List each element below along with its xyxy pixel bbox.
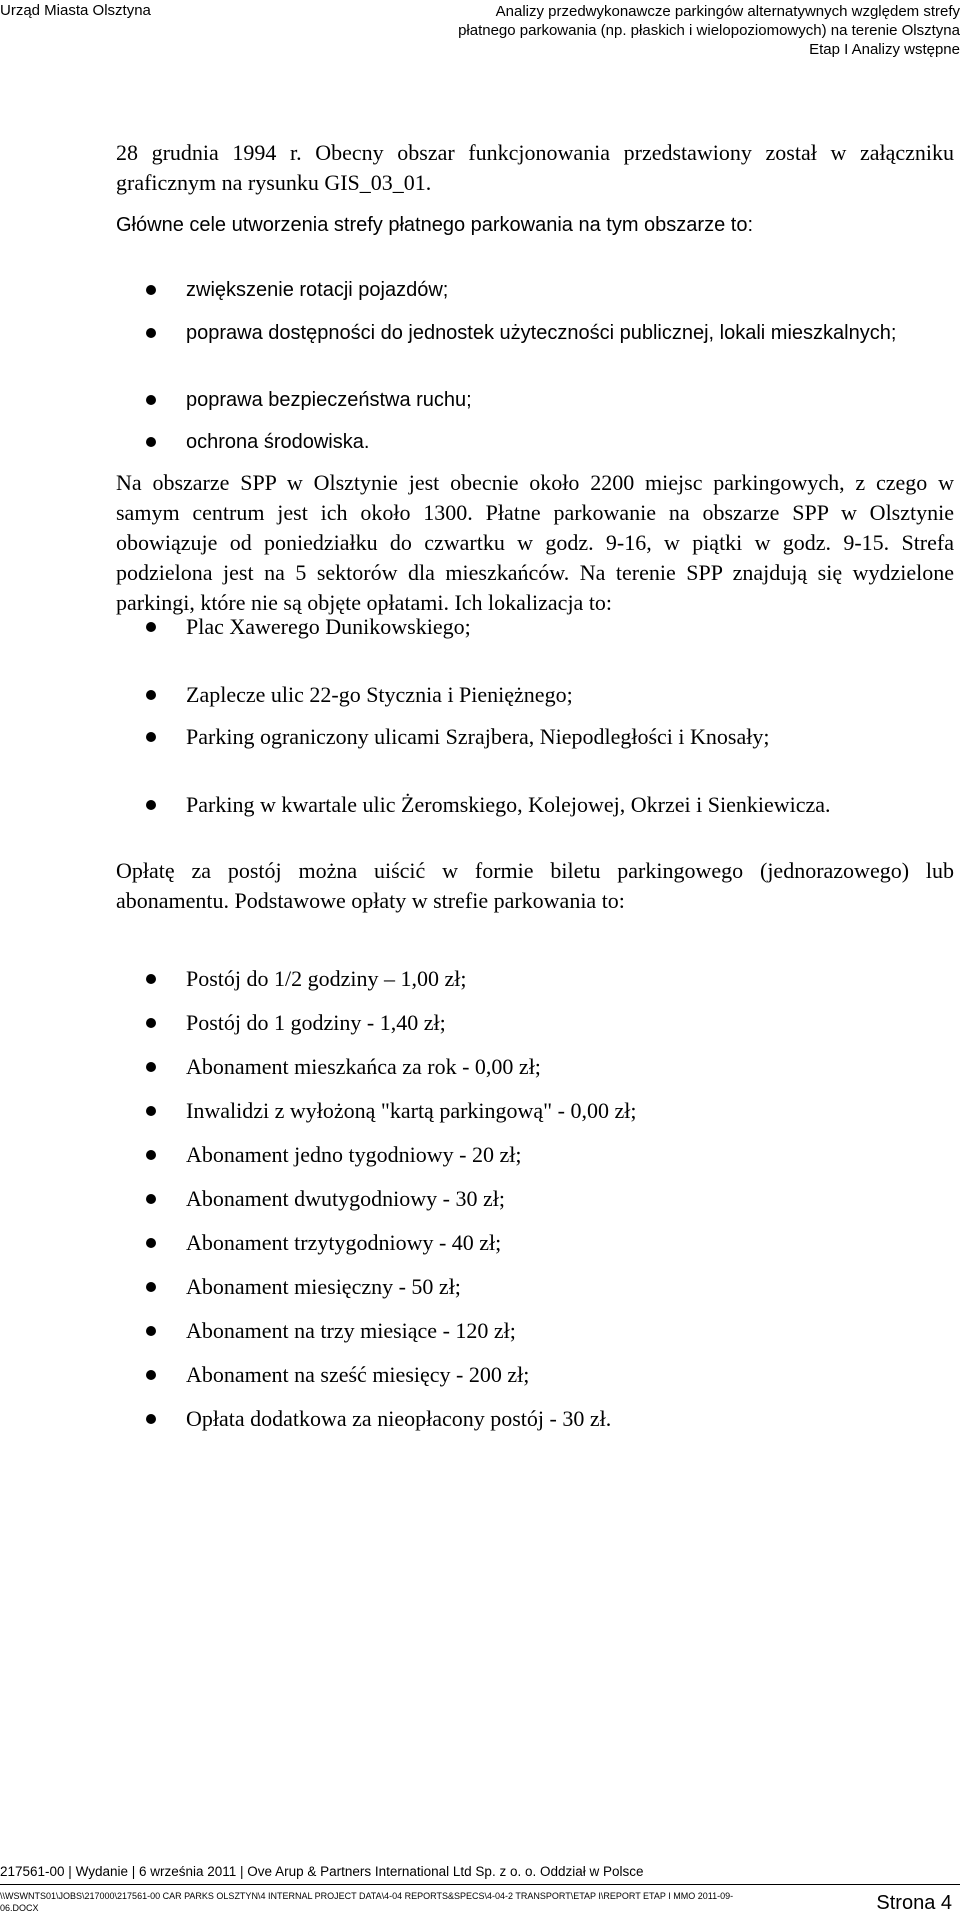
- bullet-icon: [146, 1414, 156, 1424]
- bullet-icon: [146, 1282, 156, 1292]
- bullet-icon: [146, 395, 156, 405]
- paragraph-spp: Na obszarze SPP w Olsztynie jest obecnie około 2200 miejsc parkingowych, z czego w samym centrum jest ich około 1300. Płatne parkowanie na obszarze SPP w Olsztynie obowiązuje od poniedziałku do czwartku w godz. 9-16, w piątki w godz. 9-15. Strefa podzielona jest na 5 sektorów dla mieszkańców. Na terenie SPP znajdują się wydzielone parkingi, które nie są objęte opłatami. Ich lokalizacja to:: [116, 470, 954, 615]
- header-right-line3: Etap I Analizy wstępne: [809, 41, 960, 58]
- bullet-icon: [146, 800, 156, 810]
- header-right: [400, 2, 960, 59]
- bullet-icon: [146, 1150, 156, 1160]
- footer-divider: [0, 1884, 960, 1885]
- bullet-icon: [146, 1106, 156, 1116]
- header-right-line2: płatnego parkowania (np. płaskich i wielopoziomowych) na terenie Olsztyna: [458, 22, 960, 39]
- bullet-icon: [146, 1238, 156, 1248]
- paragraph-fees-intro: Opłatę za postój można uiścić w formie biletu parkingowego (jednorazowego) lub abonamentu. Podstawowe opłaty w strefie parkowania to:: [116, 858, 954, 913]
- header-left: Urząd Miasta Olsztyna: [0, 2, 151, 19]
- bullet-icon: [146, 974, 156, 984]
- footer-meta: 217561-00 | Wydanie | 6 września 2011 | Ove Arup & Partners International Ltd Sp. z o. o. Oddział w Polsce: [0, 1864, 644, 1879]
- bullet-icon: [146, 622, 156, 632]
- bullet-icon: [146, 732, 156, 742]
- bullet-icon: [146, 328, 156, 338]
- header-right-line1: Analizy przedwykonawcze parkingów alternatywnych względem strefy: [495, 3, 960, 20]
- page-number: Strona 4: [876, 1892, 952, 1914]
- footer-path: \\WSWNTS01\JOBS\217000\217561-00 CAR PARKS OLSZTYN\4 INTERNAL PROJECT DATA\4-04 REPORTS&SPECS\4-04-2 TRANSPORT\ETAP I\REPORT ETAP I MMO 2011-09-06.DOCX: [0, 1891, 734, 1913]
- bullet-icon: [146, 690, 156, 700]
- bullet-icon: [146, 285, 156, 295]
- bullet-icon: [146, 1062, 156, 1072]
- bullet-icon: [146, 1370, 156, 1380]
- paragraph-intro: 28 grudnia 1994 r. Obecny obszar funkcjonowania przedstawiony został w załączniku graficznym na rysunku GIS_03_01.: [116, 140, 954, 195]
- bullet-icon: [146, 1326, 156, 1336]
- paragraph-goals-intro: Główne cele utworzenia strefy płatnego parkowania na tym obszarze to:: [116, 214, 754, 236]
- bullet-icon: [146, 1194, 156, 1204]
- bullet-icon: [146, 1018, 156, 1028]
- bullet-icon: [146, 437, 156, 447]
